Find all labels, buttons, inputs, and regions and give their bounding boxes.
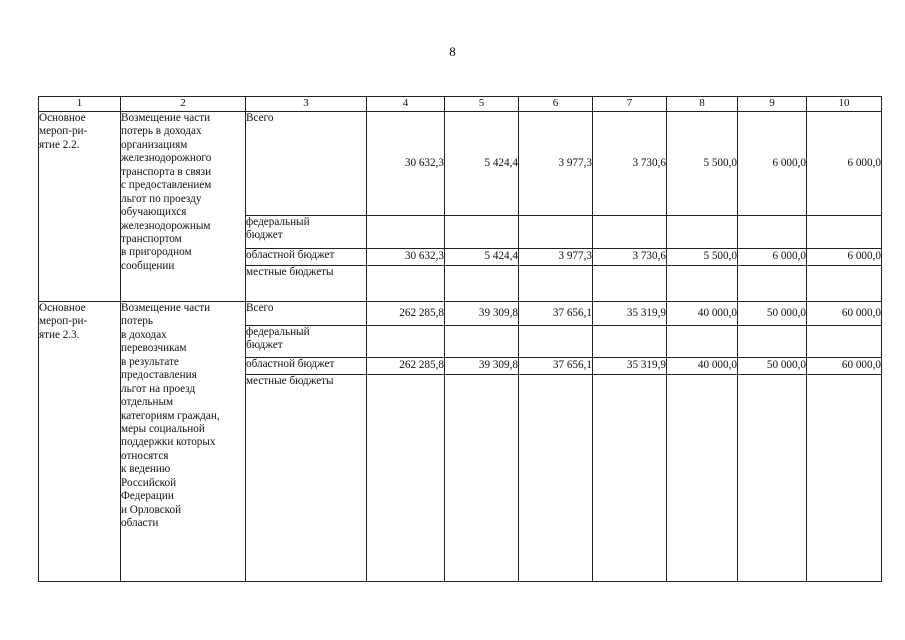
header-cell: 1	[39, 97, 121, 112]
source-cell: Всего	[246, 302, 367, 326]
activity-cell: Основное мероп-ри- ятие 2.3.	[39, 302, 121, 582]
page-number: 8	[449, 44, 456, 59]
value-cell	[667, 266, 738, 302]
value-cell: 35 319,9	[593, 358, 667, 375]
value-cell: 60 000,0	[807, 358, 882, 375]
source-cell: областной бюджет	[246, 249, 367, 266]
value-cell: 40 000,0	[667, 358, 738, 375]
value-cell: 35 319,9	[593, 302, 667, 326]
header-cell: 2	[121, 97, 246, 112]
value-cell: 50 000,0	[738, 302, 807, 326]
value-cell	[807, 266, 882, 302]
value-cell	[593, 266, 667, 302]
header-cell: 10	[807, 97, 882, 112]
header-cell: 7	[593, 97, 667, 112]
value-cell	[807, 375, 882, 582]
value-cell: 37 656,1	[519, 358, 593, 375]
value-cell: 262 285,8	[367, 302, 445, 326]
value-cell: 6 000,0	[807, 112, 882, 216]
value-cell	[519, 375, 593, 582]
table-row	[39, 112, 882, 216]
header-row	[39, 97, 882, 112]
value-cell: 6 000,0	[807, 249, 882, 266]
description-cell: Возмещение части потерь в доходах перевозчикам в результате предоставления льгот на проезд отдельным категориям граждан, меры социальной поддержки которых относятся к ведению Российской Федерации и Орловской области	[121, 302, 246, 582]
value-cell	[445, 266, 519, 302]
value-cell	[367, 216, 445, 249]
value-cell	[807, 216, 882, 249]
header-cell: 4	[367, 97, 445, 112]
value-cell	[519, 326, 593, 358]
source-cell: федеральный бюджет	[246, 326, 367, 358]
value-cell: 40 000,0	[667, 302, 738, 326]
value-cell	[738, 216, 807, 249]
header-cell: 9	[738, 97, 807, 112]
value-cell: 5 500,0	[667, 112, 738, 216]
value-cell	[738, 326, 807, 358]
value-cell	[445, 326, 519, 358]
value-cell	[367, 326, 445, 358]
value-cell	[667, 326, 738, 358]
value-cell	[445, 216, 519, 249]
value-cell	[738, 266, 807, 302]
value-cell: 39 309,8	[445, 302, 519, 326]
value-cell: 5 424,4	[445, 249, 519, 266]
header-cell: 8	[667, 97, 738, 112]
value-cell	[667, 375, 738, 582]
value-cell: 3 977,3	[519, 249, 593, 266]
description-cell: Возмещение части потерь в доходах организациям железнодорожного транспорта в связи с предоставлением льгот по проезду обучающихся железнодорожным транспортом в пригородном сообщении	[121, 112, 246, 302]
source-cell: местные бюджеты	[246, 266, 367, 302]
header-cell: 3	[246, 97, 367, 112]
value-cell: 37 656,1	[519, 302, 593, 326]
value-cell: 3 730,6	[593, 112, 667, 216]
value-cell	[593, 326, 667, 358]
value-cell: 262 285,8	[367, 358, 445, 375]
value-cell	[667, 216, 738, 249]
value-cell: 39 309,8	[445, 358, 519, 375]
value-cell	[519, 266, 593, 302]
value-cell	[807, 326, 882, 358]
value-cell: 50 000,0	[738, 358, 807, 375]
value-cell: 3 977,3	[519, 112, 593, 216]
value-cell	[519, 216, 593, 249]
source-cell: Всего	[246, 112, 367, 216]
value-cell: 6 000,0	[738, 112, 807, 216]
value-cell: 30 632,3	[367, 249, 445, 266]
value-cell: 5 500,0	[667, 249, 738, 266]
value-cell	[445, 375, 519, 582]
value-cell	[367, 375, 445, 582]
budget-table	[38, 96, 882, 582]
value-cell: 30 632,3	[367, 112, 445, 216]
source-cell: местные бюджеты	[246, 375, 367, 582]
value-cell	[738, 375, 807, 582]
value-cell	[593, 375, 667, 582]
table-row	[39, 302, 882, 326]
value-cell: 5 424,4	[445, 112, 519, 216]
source-cell: областной бюджет	[246, 358, 367, 375]
value-cell: 3 730,6	[593, 249, 667, 266]
value-cell: 6 000,0	[738, 249, 807, 266]
activity-cell: Основное мероп-ри- ятие 2.2.	[39, 112, 121, 302]
value-cell: 60 000,0	[807, 302, 882, 326]
source-cell: федеральный бюджет	[246, 216, 367, 249]
header-cell: 5	[445, 97, 519, 112]
header-cell: 6	[519, 97, 593, 112]
value-cell	[367, 266, 445, 302]
value-cell	[593, 216, 667, 249]
